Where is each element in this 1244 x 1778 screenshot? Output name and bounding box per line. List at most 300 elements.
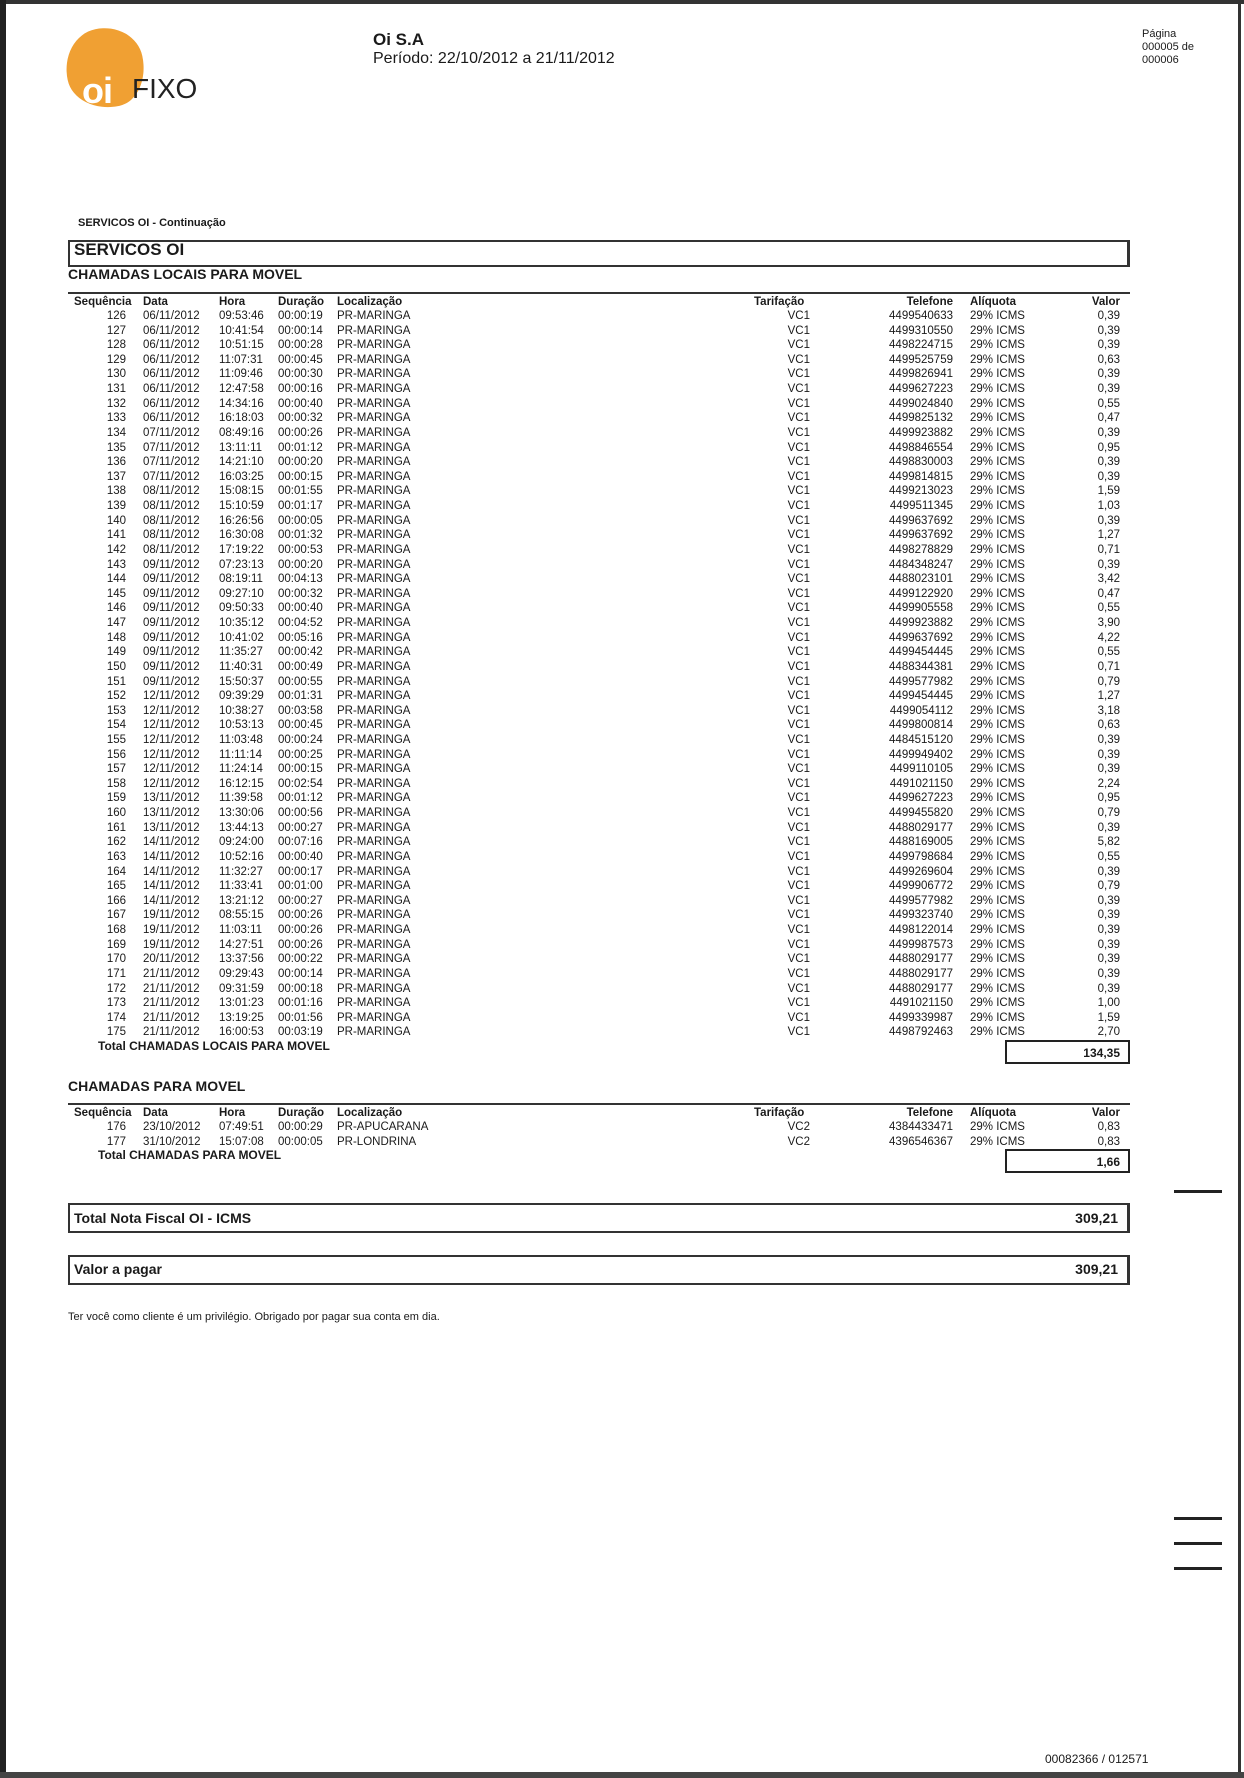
cell-duration: 00:01:00 (278, 880, 323, 893)
cell-time: 09:50:33 (219, 602, 264, 615)
cell-sequence: 147 (106, 617, 126, 630)
cell-duration: 00:00:53 (278, 543, 323, 556)
cell-phone: 4484515120 (889, 733, 953, 746)
column-header-value: Valor (1091, 1107, 1120, 1119)
cell-tax-rate: 29% ICMS (970, 514, 1025, 527)
cell-location: PR-MARINGA (337, 997, 411, 1010)
cell-location: PR-MARINGA (337, 982, 411, 995)
cell-date: 06/11/2012 (143, 339, 200, 352)
cell-value: 2,70 (1097, 1026, 1120, 1039)
cell-duration: 00:00:42 (278, 646, 323, 659)
cell-tax-rate: 29% ICMS (970, 865, 1025, 878)
cell-value: 0,39 (1097, 924, 1120, 937)
cell-location: PR-MARINGA (337, 733, 411, 746)
cell-location: PR-MARINGA (337, 383, 411, 396)
document-code: 00082366 / 012571 (1045, 1752, 1149, 1766)
cell-rate-type: VC1 (787, 339, 810, 352)
cell-date: 07/11/2012 (143, 456, 200, 469)
cell-time: 09:39:29 (219, 690, 264, 703)
cell-sequence: 141 (106, 529, 126, 542)
cell-value: 0,39 (1097, 558, 1120, 571)
cell-rate-type: VC1 (787, 602, 810, 615)
cell-value: 0,63 (1097, 719, 1120, 732)
cell-value: 0,39 (1097, 865, 1120, 878)
cell-value: 1,03 (1097, 500, 1120, 513)
cell-date: 21/11/2012 (143, 982, 200, 995)
cell-tax-rate: 29% ICMS (970, 894, 1025, 907)
cell-date: 08/11/2012 (143, 485, 200, 498)
cell-phone: 4484348247 (889, 558, 953, 571)
cell-location: PR-MARINGA (337, 573, 411, 586)
cell-date: 06/11/2012 (143, 397, 200, 410)
cell-sequence: 135 (106, 441, 126, 454)
cell-value: 0,55 (1097, 850, 1120, 863)
cell-time: 08:49:16 (219, 426, 264, 439)
cell-value: 3,90 (1097, 617, 1120, 630)
cell-phone: 4499540633 (889, 310, 953, 322)
cell-location: PR-MARINGA (337, 339, 411, 352)
margin-mark (1174, 1567, 1222, 1570)
cell-value: 0,39 (1097, 456, 1120, 469)
cell-tax-rate: 29% ICMS (970, 704, 1025, 717)
cell-sequence: 133 (106, 412, 126, 425)
cell-value: 3,42 (1097, 573, 1120, 586)
cell-tax-rate: 29% ICMS (970, 558, 1025, 571)
cell-date: 19/11/2012 (143, 909, 200, 922)
local-calls-total-label: Total CHAMADAS LOCAIS PARA MOVEL (98, 1039, 330, 1053)
cell-phone: 4499110105 (889, 763, 953, 776)
page-label: Página (1142, 28, 1177, 40)
cell-sequence: 165 (106, 880, 126, 893)
cell-phone: 4488029177 (889, 967, 953, 980)
column-header-rate-type: Tarifação (754, 296, 805, 308)
cell-location: PR-MARINGA (337, 880, 411, 893)
cell-rate-type: VC1 (787, 543, 810, 556)
cell-duration: 00:01:31 (278, 690, 323, 703)
cell-date: 08/11/2012 (143, 514, 200, 527)
cell-phone: 4499323740 (889, 909, 953, 922)
cell-time: 11:07:31 (219, 353, 263, 366)
cell-time: 16:03:25 (219, 470, 264, 483)
cell-rate-type: VC1 (787, 719, 810, 732)
cell-value: 0,39 (1097, 953, 1120, 966)
cell-rate-type: VC1 (787, 573, 810, 586)
cell-rate-type: VC1 (787, 353, 810, 366)
cell-sequence: 164 (106, 865, 126, 878)
cell-time: 11:24:14 (219, 763, 263, 776)
cell-phone: 4499637692 (889, 514, 953, 527)
logo-text: FIXO (132, 73, 198, 104)
cell-rate-type: VC1 (787, 383, 810, 396)
cell-time: 13:37:56 (219, 953, 264, 966)
cell-rate-type: VC1 (787, 470, 810, 483)
cell-location: PR-MARINGA (337, 704, 411, 717)
cell-location: PR-MARINGA (337, 777, 411, 790)
cell-rate-type: VC1 (787, 821, 810, 834)
cell-time: 10:41:54 (219, 324, 264, 337)
cell-sequence: 127 (106, 324, 126, 337)
cell-date: 31/10/2012 (143, 1135, 201, 1148)
cell-time: 11:03:48 (219, 733, 263, 746)
cell-location: PR-MARINGA (337, 865, 411, 878)
cell-time: 13:21:12 (219, 894, 264, 907)
cell-phone: 4499577982 (889, 675, 953, 688)
cell-duration: 00:00:17 (278, 865, 323, 878)
cell-date: 08/11/2012 (143, 543, 200, 556)
cell-rate-type: VC1 (787, 558, 810, 571)
cell-value: 0,39 (1097, 733, 1120, 746)
cell-date: 14/11/2012 (143, 836, 200, 849)
cell-sequence: 171 (106, 967, 126, 980)
page-current: 000005 de (1142, 41, 1194, 53)
cell-sequence: 129 (106, 353, 126, 366)
cell-phone: 4488029177 (889, 953, 953, 966)
cell-rate-type: VC1 (787, 763, 810, 776)
cell-value: 0,55 (1097, 397, 1120, 410)
cell-value: 4,22 (1097, 631, 1120, 644)
cell-time: 10:53:13 (219, 719, 264, 732)
cell-phone: 4499637692 (889, 631, 953, 644)
cell-phone: 4499814815 (889, 470, 953, 483)
cell-phone: 4499122920 (889, 587, 953, 600)
cell-rate-type: VC1 (787, 967, 810, 980)
cell-date: 06/11/2012 (143, 368, 200, 381)
cell-value: 0,39 (1097, 426, 1120, 439)
cell-duration: 00:00:27 (278, 821, 323, 834)
cell-date: 08/11/2012 (143, 500, 200, 513)
cell-time: 14:34:16 (219, 397, 264, 410)
cell-phone: 4499054112 (889, 704, 953, 717)
cell-date: 13/11/2012 (143, 807, 200, 820)
cell-date: 14/11/2012 (143, 865, 200, 878)
cell-sequence: 167 (106, 909, 126, 922)
cell-location: PR-MARINGA (337, 748, 411, 761)
cell-time: 09:29:43 (219, 967, 264, 980)
cell-sequence: 153 (106, 704, 126, 717)
cell-location: PR-MARINGA (337, 485, 411, 498)
cell-tax-rate: 29% ICMS (970, 617, 1025, 630)
cell-value: 0,39 (1097, 514, 1120, 527)
cell-tax-rate: 29% ICMS (970, 719, 1025, 732)
cell-sequence: 154 (106, 719, 126, 732)
cell-duration: 00:00:40 (278, 397, 323, 410)
cell-tax-rate: 29% ICMS (970, 953, 1025, 966)
cell-rate-type: VC2 (787, 1135, 810, 1148)
cell-duration: 00:00:26 (278, 938, 323, 951)
cell-date: 06/11/2012 (143, 353, 200, 366)
cell-location: PR-MARINGA (337, 529, 411, 542)
cell-tax-rate: 29% ICMS (970, 397, 1025, 410)
cell-phone: 4499269604 (889, 865, 953, 878)
cell-duration: 00:00:40 (278, 602, 323, 615)
cell-location: PR-MARINGA (337, 558, 411, 571)
cell-phone: 4499905558 (889, 602, 953, 615)
cell-phone: 4498122014 (889, 924, 953, 937)
cell-sequence: 136 (106, 456, 126, 469)
cell-date: 09/11/2012 (143, 631, 200, 644)
cell-sequence: 169 (106, 938, 126, 951)
cell-tax-rate: 29% ICMS (970, 485, 1025, 498)
cell-location: PR-MARINGA (337, 719, 411, 732)
cell-sequence: 170 (106, 953, 126, 966)
cell-sequence: 176 (106, 1121, 126, 1133)
cell-phone: 4499455820 (889, 807, 953, 820)
cell-phone: 4499627223 (889, 383, 953, 396)
cell-tax-rate: 29% ICMS (970, 1121, 1025, 1133)
cell-phone: 4499798684 (889, 850, 953, 863)
cell-rate-type: VC1 (787, 704, 810, 717)
cell-value: 0,83 (1097, 1121, 1120, 1133)
cell-time: 16:18:03 (219, 412, 264, 425)
cell-duration: 00:00:30 (278, 368, 323, 381)
cell-sequence: 137 (106, 470, 126, 483)
cell-sequence: 158 (106, 777, 126, 790)
cell-rate-type: VC1 (787, 500, 810, 513)
cell-phone: 4499637692 (889, 529, 953, 542)
cell-sequence: 172 (106, 982, 126, 995)
column-header-value: Valor (1091, 296, 1120, 308)
cell-time: 16:26:56 (219, 514, 264, 527)
cell-tax-rate: 29% ICMS (970, 850, 1025, 863)
cell-date: 06/11/2012 (143, 310, 200, 322)
column-header-tax-rate: Alíquota (970, 296, 1016, 308)
cell-value: 0,83 (1097, 1135, 1120, 1148)
cell-rate-type: VC2 (787, 1121, 810, 1133)
cell-time: 08:19:11 (219, 573, 263, 586)
cell-duration: 00:00:55 (278, 675, 323, 688)
cell-duration: 00:07:16 (278, 836, 323, 849)
scan-edge-left (0, 0, 6, 1778)
cell-date: 12/11/2012 (143, 704, 200, 717)
cell-location: PR-MARINGA (337, 543, 411, 556)
cell-date: 09/11/2012 (143, 646, 200, 659)
cell-rate-type: VC1 (787, 807, 810, 820)
cell-value: 0,39 (1097, 894, 1120, 907)
nota-fiscal-total-label: Total Nota Fiscal OI - ICMS (74, 1210, 252, 1226)
cell-phone: 4499024840 (889, 397, 953, 410)
cell-tax-rate: 29% ICMS (970, 543, 1025, 556)
cell-tax-rate: 29% ICMS (970, 763, 1025, 776)
cell-rate-type: VC1 (787, 748, 810, 761)
cell-sequence: 155 (106, 733, 126, 746)
cell-location: PR-MARINGA (337, 617, 411, 630)
cell-date: 21/11/2012 (143, 967, 200, 980)
cell-location: PR-MARINGA (337, 412, 411, 425)
cell-duration: 00:01:55 (278, 485, 323, 498)
column-header-date: Data (143, 296, 168, 308)
cell-time: 11:33:41 (219, 880, 263, 893)
cell-duration: 00:00:27 (278, 894, 323, 907)
cell-location: PR-MARINGA (337, 324, 411, 337)
cell-tax-rate: 29% ICMS (970, 353, 1025, 366)
cell-rate-type: VC1 (787, 675, 810, 688)
cell-phone: 4491021150 (889, 777, 953, 790)
cell-phone: 4498792463 (889, 1026, 953, 1039)
cell-value: 0,39 (1097, 339, 1120, 352)
cell-location: PR-APUCARANA (337, 1121, 429, 1133)
cell-rate-type: VC1 (787, 938, 810, 951)
cell-duration: 00:00:15 (278, 763, 323, 776)
cell-duration: 00:00:20 (278, 558, 323, 571)
cell-tax-rate: 29% ICMS (970, 631, 1025, 644)
cell-duration: 00:00:40 (278, 850, 323, 863)
cell-time: 09:27:10 (219, 587, 264, 600)
cell-phone: 4488029177 (889, 982, 953, 995)
cell-sequence: 139 (106, 500, 126, 513)
cell-time: 13:44:13 (219, 821, 264, 834)
cell-time: 11:40:31 (219, 660, 263, 673)
cell-location: PR-MARINGA (337, 909, 411, 922)
cell-location: PR-MARINGA (337, 763, 411, 776)
divider (68, 292, 1130, 294)
cell-date: 14/11/2012 (143, 850, 200, 863)
amount-due-box (68, 1255, 1130, 1285)
cell-duration: 00:00:32 (278, 587, 323, 600)
cell-duration: 00:04:13 (278, 573, 323, 586)
cell-rate-type: VC1 (787, 660, 810, 673)
cell-phone: 4384433471 (889, 1121, 953, 1133)
mobile-calls-total-label: Total CHAMADAS PARA MOVEL (98, 1148, 282, 1162)
column-header-phone: Telefone (906, 1107, 953, 1119)
cell-duration: 00:05:16 (278, 631, 323, 644)
cell-duration: 00:00:45 (278, 719, 323, 732)
cell-phone: 4488023101 (889, 573, 953, 586)
cell-sequence: 159 (106, 792, 126, 805)
cell-rate-type: VC1 (787, 646, 810, 659)
cell-rate-type: VC1 (787, 426, 810, 439)
cell-tax-rate: 29% ICMS (970, 967, 1025, 980)
cell-phone: 4499213023 (889, 485, 953, 498)
cell-sequence: 174 (106, 1011, 126, 1024)
cell-phone: 4499454445 (889, 646, 953, 659)
cell-value: 0,39 (1097, 383, 1120, 396)
cell-time: 14:27:51 (219, 938, 264, 951)
cell-date: 07/11/2012 (143, 426, 200, 439)
cell-value: 5,82 (1097, 836, 1120, 849)
cell-rate-type: VC1 (787, 1011, 810, 1024)
cell-rate-type: VC1 (787, 850, 810, 863)
column-header-location: Localização (337, 1107, 403, 1119)
cell-phone: 4499987573 (889, 938, 953, 951)
cell-time: 16:12:15 (219, 777, 264, 790)
cell-sequence: 162 (106, 836, 126, 849)
cell-rate-type: VC1 (787, 514, 810, 527)
cell-phone: 4499949402 (889, 748, 953, 761)
cell-tax-rate: 29% ICMS (970, 426, 1025, 439)
cell-date: 12/11/2012 (143, 777, 200, 790)
cell-rate-type: VC1 (787, 456, 810, 469)
cell-location: PR-MARINGA (337, 353, 411, 366)
cell-duration: 00:03:19 (278, 1026, 323, 1039)
cell-date: 06/11/2012 (143, 324, 200, 337)
cell-location: PR-MARINGA (337, 426, 411, 439)
cell-phone: 4498830003 (889, 456, 953, 469)
mobile-calls-title: CHAMADAS PARA MOVEL (68, 1078, 246, 1094)
cell-value: 0,39 (1097, 967, 1120, 980)
mobile-calls-total-value: 1,66 (1005, 1149, 1130, 1173)
cell-date: 12/11/2012 (143, 763, 200, 776)
margin-mark (1174, 1542, 1222, 1545)
cell-sequence: 177 (106, 1135, 126, 1148)
cell-date: 14/11/2012 (143, 894, 200, 907)
company-name: Oi S.A (373, 30, 425, 49)
cell-value: 0,47 (1097, 412, 1120, 425)
cell-location: PR-MARINGA (337, 500, 411, 513)
cell-location: PR-MARINGA (337, 456, 411, 469)
cell-date: 21/11/2012 (143, 1011, 200, 1024)
cell-duration: 00:00:05 (278, 514, 323, 527)
cell-phone: 4499511345 (889, 500, 953, 513)
cell-time: 10:52:16 (219, 850, 264, 863)
billing-period: Período: 22/10/2012 a 21/11/2012 (373, 50, 615, 67)
column-header-tax-rate: Alíquota (970, 1107, 1016, 1119)
cell-value: 1,27 (1097, 529, 1120, 542)
cell-phone: 4498224715 (889, 339, 953, 352)
cell-time: 12:47:58 (219, 383, 264, 396)
cell-tax-rate: 29% ICMS (970, 777, 1025, 790)
cell-duration: 00:00:26 (278, 426, 323, 439)
cell-value: 1,00 (1097, 997, 1120, 1010)
cell-date: 09/11/2012 (143, 675, 200, 688)
cell-sequence: 146 (106, 602, 126, 615)
cell-phone: 4488029177 (889, 821, 953, 834)
cell-tax-rate: 29% ICMS (970, 470, 1025, 483)
cell-duration: 00:00:56 (278, 807, 323, 820)
cell-sequence: 157 (106, 763, 126, 776)
cell-value: 0,39 (1097, 310, 1120, 322)
cell-rate-type: VC1 (787, 894, 810, 907)
cell-location: PR-MARINGA (337, 397, 411, 410)
cell-duration: 00:01:17 (278, 500, 323, 513)
cell-phone: 4491021150 (889, 997, 953, 1010)
cell-duration: 00:00:14 (278, 324, 323, 337)
cell-time: 11:03:11 (219, 924, 263, 937)
scan-edge-bottom (0, 1772, 1244, 1778)
cell-time: 15:50:37 (219, 675, 264, 688)
cell-tax-rate: 29% ICMS (970, 339, 1025, 352)
cell-phone: 4499923882 (889, 617, 953, 630)
cell-value: 0,79 (1097, 675, 1120, 688)
cell-duration: 00:00:15 (278, 470, 323, 483)
section-title: SERVICOS OI (74, 240, 185, 259)
cell-duration: 00:00:25 (278, 748, 323, 761)
cell-location: PR-MARINGA (337, 850, 411, 863)
cell-phone: 4499525759 (889, 353, 953, 366)
cell-rate-type: VC1 (787, 982, 810, 995)
cell-time: 17:19:22 (219, 543, 264, 556)
cell-duration: 00:01:12 (278, 792, 323, 805)
cell-duration: 00:00:20 (278, 456, 323, 469)
cell-sequence: 173 (106, 997, 126, 1010)
column-header-sequence: Sequência (74, 296, 132, 308)
cell-tax-rate: 29% ICMS (970, 324, 1025, 337)
cell-value: 0,79 (1097, 880, 1120, 893)
cell-duration: 00:00:14 (278, 967, 323, 980)
cell-location: PR-MARINGA (337, 894, 411, 907)
cell-date: 07/11/2012 (143, 441, 200, 454)
cell-phone: 4499906772 (889, 880, 953, 893)
cell-sequence: 163 (106, 850, 126, 863)
cell-time: 11:32:27 (219, 865, 263, 878)
cell-rate-type: VC1 (787, 865, 810, 878)
cell-time: 11:09:46 (219, 368, 263, 381)
cell-duration: 00:00:49 (278, 660, 323, 673)
cell-date: 21/11/2012 (143, 997, 200, 1010)
cell-date: 12/11/2012 (143, 690, 200, 703)
cell-location: PR-MARINGA (337, 792, 411, 805)
cell-time: 09:53:46 (219, 310, 264, 322)
cell-value: 0,39 (1097, 470, 1120, 483)
